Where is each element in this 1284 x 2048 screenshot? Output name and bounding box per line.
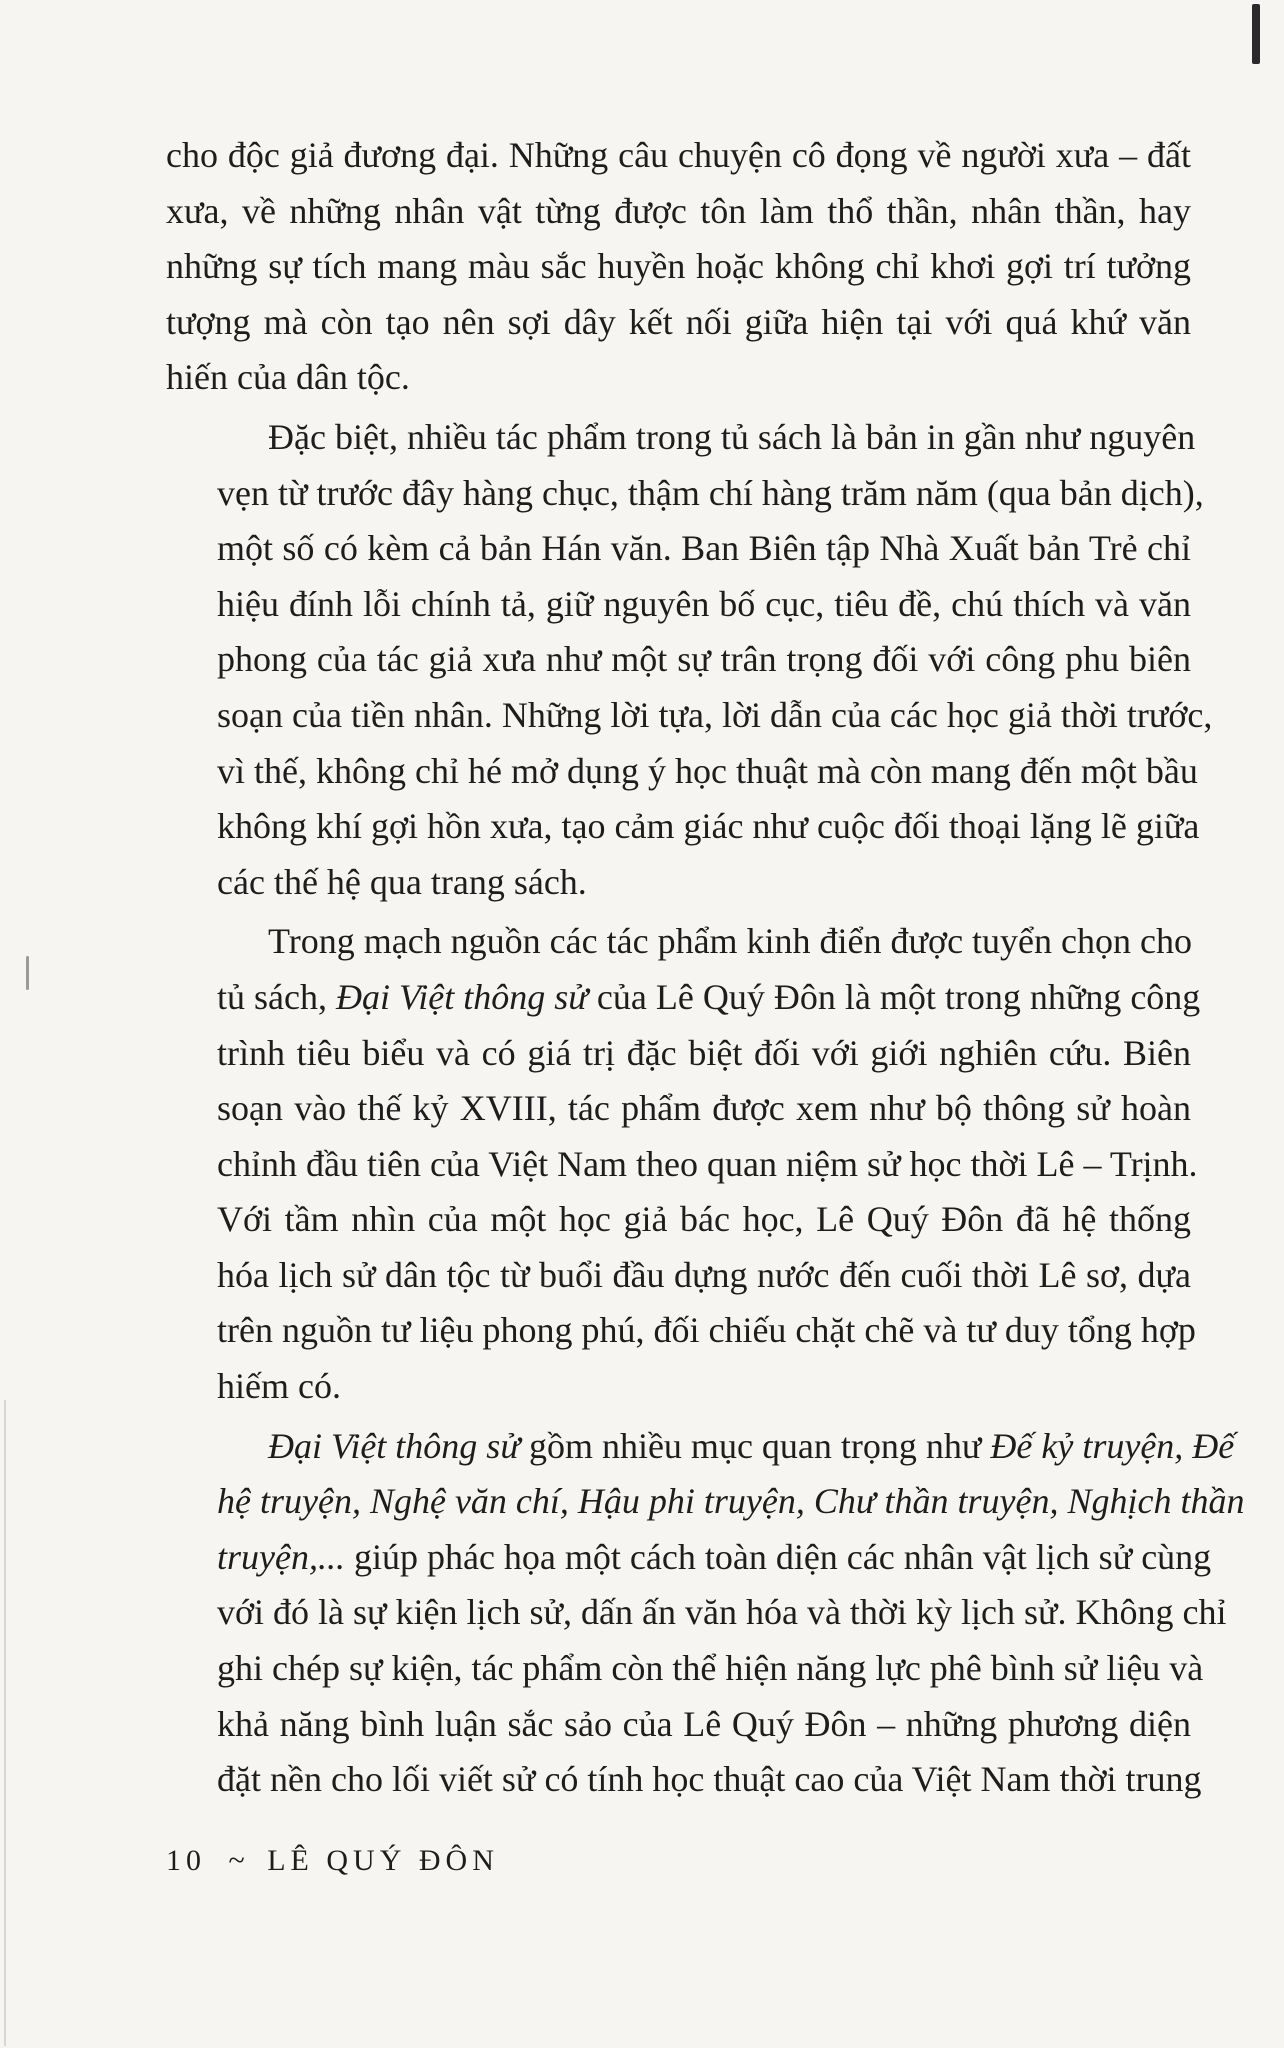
text-line: vì thế, không chỉ hé mở dụng ý học thuật mà còn mang đến một bầu: [217, 750, 1198, 791]
text-line: ghi chép sự kiện, tác phẩm còn thể hiện năng lực phê bình sử liệu và: [217, 1648, 1204, 1689]
paragraph: [166, 410, 1213, 910]
text-line: hệ truyện, Nghệ văn chí, Hậu phi truyện, Chư thần truyện, Nghịch thần: [217, 1481, 1245, 1522]
text-line: phong của tác giả xưa như một sự trân trọng đối với công phu biên: [217, 639, 1191, 680]
text-line: hiến của dân tộc.: [166, 357, 410, 398]
text-line: hiệu đính lỗi chính tả, giữ nguyên bố cục, tiêu đề, chú thích và văn: [217, 583, 1191, 624]
page-number: 10: [166, 1844, 206, 1877]
text-line: Với tầm nhìn của một học giả bác học, Lê Quý Đôn đã hệ thống: [217, 1199, 1191, 1240]
text-line: cho độc giả đương đại. Những câu chuyện cô đọng về người xưa – đất: [166, 135, 1191, 175]
page-footer: [166, 1844, 499, 1878]
text-line: đặt nền cho lối viết sử có tính học thuật cao của Việt Nam thời trung: [217, 1759, 1202, 1800]
text-line: với đó là sự kiện lịch sử, dấn ấn văn hóa và thời kỳ lịch sử. Không chỉ: [217, 1592, 1227, 1633]
text-line: trình tiêu biểu và có giá trị đặc biệt đối với giới nghiên cứu. Biên: [217, 1032, 1191, 1073]
running-head: LÊ QUÝ ĐÔN: [267, 1844, 499, 1877]
text-line: xưa, về những nhân vật từng được tôn làm thổ thần, nhân thần, hay: [166, 190, 1191, 231]
text-line: chỉnh đầu tiên của Việt Nam theo quan niệm sử học thời Lê – Trịnh.: [217, 1143, 1198, 1184]
text-line: tủ sách, Đại Việt thông sử của Lê Quý Đôn là một trong những công: [217, 976, 1201, 1017]
text-line: tượng mà còn tạo nên sợi dây kết nối giữa hiện tại với quá khứ văn: [166, 301, 1191, 342]
paragraph: [166, 914, 1201, 1414]
text-line: khả năng bình luận sắc sảo của Lê Quý Đôn – những phương diện: [217, 1703, 1191, 1744]
page-edge-mark-left: [26, 956, 29, 990]
paragraph: [166, 128, 1191, 406]
paragraph: [166, 1419, 1245, 1808]
text-line: trên nguồn tư liệu phong phú, đối chiếu chặt chẽ và tư duy tổng hợp: [217, 1310, 1196, 1351]
text-line: Trong mạch nguồn các tác phẩm kinh điển được tuyển chọn cho: [268, 921, 1192, 962]
text-line: soạn của tiền nhân. Những lời tựa, lời dẫn của các học giả thời trước,: [217, 694, 1213, 735]
page-edge-mark: [1252, 4, 1260, 64]
text-line: Đặc biệt, nhiều tác phẩm trong tủ sách là bản in gần như nguyên: [268, 416, 1196, 457]
text-line: những sự tích mang màu sắc huyền hoặc không chỉ khơi gợi trí tưởng: [166, 246, 1191, 287]
text-line: soạn vào thế kỷ XVIII, tác phẩm được xem như bộ thông sử hoàn: [217, 1088, 1191, 1129]
text-line: hiếm có.: [217, 1366, 341, 1407]
text-line: Đại Việt thông sử gồm nhiều mục quan trọng như Đế kỷ truyện, Đế: [268, 1425, 1235, 1466]
text-line: không khí gợi hồn xưa, tạo cảm giác như cuộc đối thoại lặng lẽ giữa: [217, 806, 1200, 847]
footer-separator: ~: [228, 1844, 245, 1877]
body-text: [166, 128, 1245, 1812]
text-line: các thế hệ qua trang sách.: [217, 861, 587, 902]
text-line: truyện,... giúp phác họa một cách toàn diện các nhân vật lịch sử cùng: [217, 1536, 1212, 1577]
page-edge-line: [4, 1400, 6, 2046]
text-line: hóa lịch sử dân tộc từ buổi đầu dựng nước đến cuối thời Lê sơ, dựa: [217, 1254, 1191, 1295]
text-line: vẹn từ trước đây hàng chục, thậm chí hàng trăm năm (qua bản dịch),: [217, 472, 1204, 513]
text-line: một số có kèm cả bản Hán văn. Ban Biên tập Nhà Xuất bản Trẻ chỉ: [217, 528, 1191, 569]
